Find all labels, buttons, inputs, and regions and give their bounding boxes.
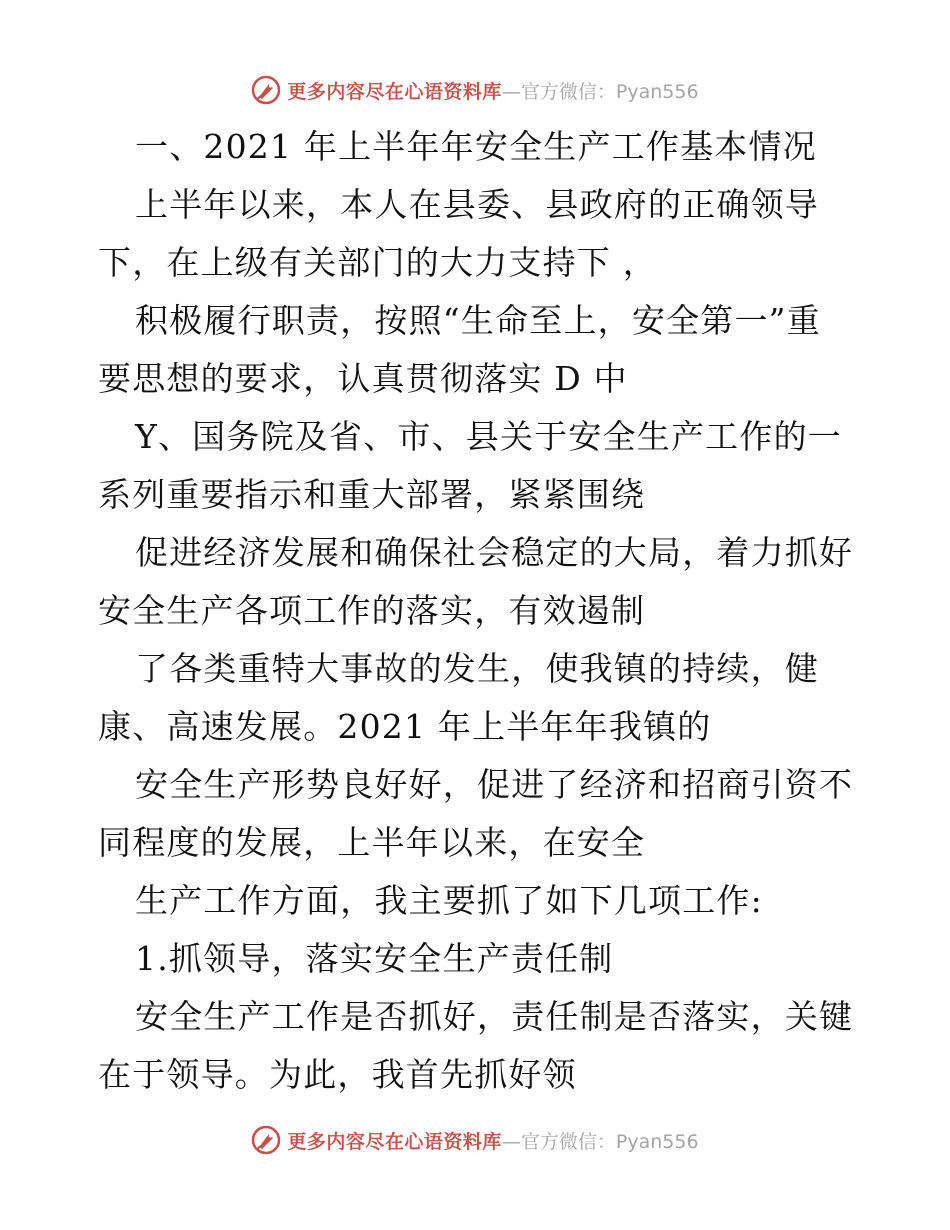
text-line: 康、高速发展。2021 年上半年年我镇的 bbox=[98, 707, 712, 746]
text-line: 安全生产形势良好好，促进了经济和招商引资不 bbox=[135, 765, 854, 804]
pen-nib-logo-icon bbox=[251, 1125, 281, 1155]
text-line-subheading: 1.抓领导，落实安全生产责任制 bbox=[135, 939, 614, 978]
watermark-main-text: 更多内容尽在心语资料库 bbox=[287, 1130, 502, 1153]
text-line: 安全生产各项工作的落实，有效遏制 bbox=[98, 591, 646, 630]
text-line: 在于领导。为此，我首先抓好领 bbox=[98, 1055, 577, 1094]
text-line: 安全生产工作是否抓好，责任制是否落实，关键 bbox=[135, 997, 854, 1036]
text-line: 促进经济发展和确保社会稳定的大局，着力抓好 bbox=[135, 533, 854, 572]
text-line: 上半年以来，本人在县委、县政府的正确领导 bbox=[135, 185, 819, 224]
text-line: 同程度的发展，上半年以来，在安全 bbox=[98, 823, 646, 862]
text-line: 积极履行职责，按照“生命至上，安全第一”重 bbox=[135, 301, 821, 340]
pen-nib-logo-icon bbox=[251, 75, 281, 105]
text-line: 系列重要指示和重大部署，紧紧围绕 bbox=[98, 475, 646, 514]
watermark-footer bbox=[0, 1120, 950, 1160]
watermark-header bbox=[0, 70, 950, 110]
watermark-sub-text: —官方微信：Pyan556 bbox=[501, 80, 699, 103]
text-line: 了各类重特大事故的发生，使我镇的持续，健 bbox=[135, 649, 819, 688]
text-line: 生产工作方面，我主要抓了如下几项工作: bbox=[135, 881, 763, 920]
text-line-heading: 一、2021 年上半年年安全生产工作基本情况 bbox=[135, 127, 817, 166]
watermark-main-text: 更多内容尽在心语资料库 bbox=[287, 80, 502, 103]
text-line: 下，在上级有关部门的大力支持下 ， bbox=[98, 243, 657, 282]
text-line: Y、国务院及省、市、县关于安全生产工作的一 bbox=[135, 417, 842, 456]
text-line: 要思想的要求，认真贯彻落实 D 中 bbox=[98, 359, 628, 398]
watermark-sub-text: —官方微信：Pyan556 bbox=[501, 1130, 699, 1153]
